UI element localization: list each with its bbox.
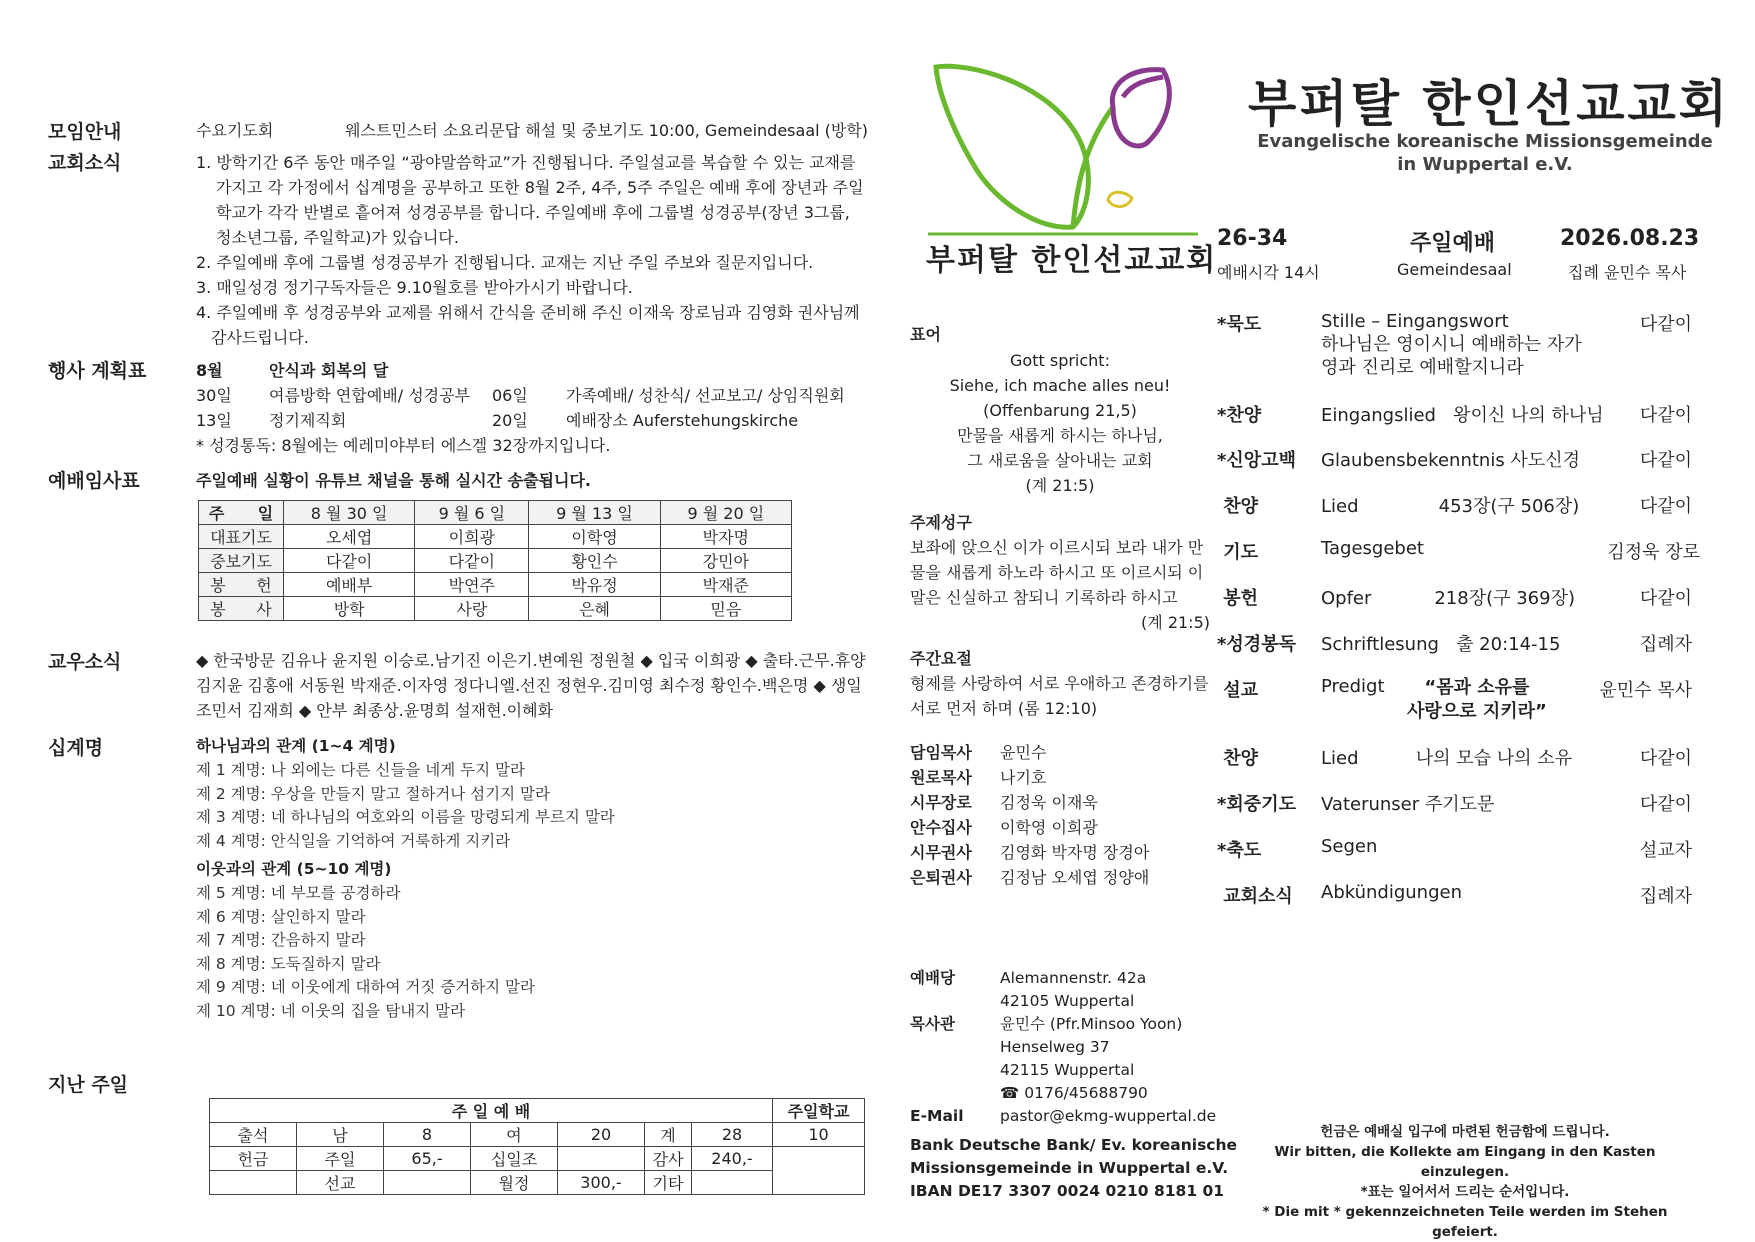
- events-note: * 성경통독: 8월에는 예레미야부터 에스겔 32장까지입니다.: [196, 436, 611, 455]
- table-row: [199, 597, 792, 621]
- news-label: 교회소식: [48, 152, 122, 174]
- table-cell: 기타: [645, 1171, 692, 1195]
- meeting-name: 수요기도회: [196, 121, 274, 140]
- table-cell: [384, 1171, 471, 1195]
- verse-line: 물을 새롭게 하노라 하시고 또 이르시되 이: [910, 563, 1204, 582]
- order-desc-line: 하나님은 영이시니 예배하는 자가: [1321, 334, 1582, 355]
- order-desc: Lied 나의 모습 나의 소유: [1321, 748, 1573, 769]
- table-row: [210, 1171, 865, 1195]
- table-cell: 65,-: [384, 1147, 471, 1171]
- order-item: 교회소식: [1217, 886, 1293, 907]
- table-cell: 믿음: [660, 597, 791, 621]
- table-cell: [692, 1171, 773, 1195]
- commandment-item: 제 1 계명: 나 외에는 다른 신들을 네게 두지 말라: [196, 761, 525, 779]
- table-cell: 9 월 20 일: [660, 501, 791, 525]
- order-item: 봉헌: [1217, 588, 1259, 609]
- table-cell: 출석: [210, 1123, 297, 1147]
- weekly-line: 형제를 사랑하여 서로 우애하고 존경하기를: [910, 674, 1209, 693]
- table-cell: 십일조: [471, 1147, 558, 1171]
- news-list: [196, 150, 864, 350]
- issue-number: 26-34: [1217, 226, 1288, 251]
- theme-verse-text: [910, 535, 1210, 635]
- table-cell: 주일학교: [773, 1099, 865, 1123]
- order-desc: [1321, 310, 1582, 379]
- order-who: 다같이: [1639, 405, 1692, 426]
- meeting-text: 웨스트민스터 소요리문답 해설 및 중보기도 10:00, Gemeindesaal (방학): [345, 121, 869, 140]
- staff-role: 안수집사: [910, 818, 972, 837]
- event-text: 여름방학 연합예배/ 성경공부: [269, 386, 471, 405]
- table-row: [199, 549, 792, 573]
- table-row: [199, 501, 792, 525]
- theme-verse-label: 주제성구: [910, 513, 972, 532]
- service-date: 2026.08.23: [1560, 226, 1700, 251]
- order-desc: Opfer 218장(구 369장): [1321, 588, 1575, 609]
- phone-line: ☎ 0176/45688790: [1000, 1084, 1148, 1102]
- green-leaf-icon: [936, 66, 1088, 227]
- events-theme: 안식과 회복의 달: [269, 361, 389, 380]
- logo-text: 부퍼탈 한인선교교회: [926, 243, 1218, 278]
- weekly-label: 주간요절: [910, 649, 972, 668]
- news-line: 감사드립니다.: [211, 328, 309, 347]
- green-stem: [1073, 107, 1113, 227]
- table-cell: 월정: [471, 1171, 558, 1195]
- table-cell: [558, 1147, 645, 1171]
- order-who: 다같이: [1639, 748, 1692, 769]
- motto-line: (계 21:5): [1025, 476, 1095, 495]
- event-date: 13일: [196, 411, 232, 430]
- purple-inner: [1123, 77, 1163, 97]
- members-line: 김지윤 김홍애 서동원 박재준.이자영 정다니엘.선진 정현우.김미영 최수정 황인수.백은명 ◆ 생일: [196, 676, 862, 695]
- staff-role: 원로목사: [910, 768, 972, 787]
- table-cell: 다같이: [284, 549, 415, 573]
- table-cell: 여: [471, 1123, 558, 1147]
- news-line: 학교가 각각 반별로 흩어져 성경공부를 합니다. 주일예배 후에 그룹별 성경공부(장년 3그룹,: [216, 203, 850, 222]
- commandment-item: 제 7 계명: 간음하지 말라: [196, 931, 366, 949]
- service-leader: 집례 윤민수 목사: [1568, 263, 1687, 282]
- table-row: [199, 573, 792, 597]
- event-date: 20일: [492, 411, 528, 430]
- motto-line: (Offenbarung 21,5): [983, 401, 1137, 420]
- order-desc: Predigt: [1321, 676, 1385, 697]
- last-week-table: [209, 1098, 865, 1195]
- order-item: *신앙고백: [1217, 450, 1296, 471]
- staff-row: [910, 840, 1149, 865]
- pastor-address-label: 목사관: [910, 1015, 955, 1033]
- table-cell: 사랑: [415, 597, 529, 621]
- address-line: 42115 Wuppertal: [1000, 1061, 1135, 1079]
- email-link[interactable]: pastor@ekmg-wuppertal.de: [1000, 1107, 1217, 1125]
- event-text: 예배장소 Auferstehungskirche: [566, 411, 799, 430]
- table-cell: 박재준: [660, 573, 791, 597]
- order-item: *성경봉독: [1217, 634, 1296, 655]
- motto-line: 만물을 새롭게 하시는 하나님,: [957, 426, 1163, 445]
- staff-role: 은퇴권사: [910, 868, 972, 887]
- seed-icon: [1108, 192, 1132, 206]
- staff-row: [910, 765, 1149, 790]
- table-cell: 남: [297, 1123, 384, 1147]
- table-cell: 주 일 예 배: [210, 1099, 773, 1123]
- verse-ref: (계 21:5): [1141, 613, 1210, 632]
- order-who: 다같이: [1639, 496, 1692, 517]
- commandments-label: 십계명: [48, 737, 104, 759]
- table-cell: 이희광: [415, 525, 529, 549]
- table-row: [199, 525, 792, 549]
- news-line: 청소년그룹, 주일학교)가 있습니다.: [216, 228, 459, 247]
- order-item: *축도: [1217, 840, 1262, 861]
- table-cell: 8 월 30 일: [284, 501, 415, 525]
- motto-line: Gott spricht:: [1010, 351, 1110, 370]
- table-cell: 강민아: [660, 549, 791, 573]
- table-cell: 9 월 6 일: [415, 501, 529, 525]
- staff-row: [910, 815, 1149, 840]
- table-cell: 다같이: [415, 549, 529, 573]
- order-who: 다같이: [1639, 314, 1692, 335]
- church-title: 부퍼탈 한인선교교회: [1248, 75, 1731, 133]
- bank-line: Bank Deutsche Bank/ Ev. koreanische: [910, 1136, 1238, 1154]
- service-place: Gemeindesaal: [1397, 260, 1512, 279]
- order-desc: Schriftlesung 출 20:14-15: [1321, 634, 1561, 655]
- order-desc: Abkündigungen: [1321, 882, 1463, 903]
- table-cell: 예배부: [284, 573, 415, 597]
- members-label: 교우소식: [48, 651, 122, 673]
- event-date: 06일: [492, 386, 528, 405]
- order-who: 집례자: [1639, 634, 1692, 655]
- order-who: 김정욱 장로: [1607, 542, 1700, 563]
- order-desc: Vaterunser 주기도문: [1321, 794, 1495, 815]
- address-line: 42105 Wuppertal: [1000, 992, 1135, 1010]
- order-item: 설교: [1217, 680, 1259, 701]
- table-cell: 선교: [297, 1171, 384, 1195]
- commandment-item: 제 4 계명: 안식일을 기억하여 거룩하게 지키라: [196, 831, 511, 850]
- news-line: 가지고 각 가정에서 십계명을 공부하고 또한 8월 2주, 4주, 5주 주일은 예배 후에 장년과 주일: [216, 178, 864, 197]
- table-cell: 은혜: [529, 597, 660, 621]
- bank-line: IBAN DE17 3307 0024 0210 8181 01: [910, 1182, 1225, 1200]
- table-cell: 박자명: [660, 525, 791, 549]
- table-cell: 박연주: [415, 573, 529, 597]
- table-cell: [210, 1171, 297, 1195]
- table-cell: 9 월 13 일: [529, 501, 660, 525]
- contact-row: [910, 1013, 1237, 1036]
- commandment-group: 하나님과의 관계 (1~4 계명): [196, 737, 396, 755]
- table-cell: 박유정: [529, 573, 660, 597]
- motto-text: [910, 348, 1210, 498]
- staff-list: [910, 740, 1149, 890]
- staff-names: 김영화 박자명 장경아: [1000, 843, 1150, 862]
- service-time: 예배시각 14시: [1217, 263, 1320, 282]
- verse-line: 보좌에 앉으신 이가 이르시되 보라 내가 만: [910, 538, 1204, 557]
- table-cell: 주 일: [199, 501, 284, 525]
- commandment-item: 제 3 계명: 네 하나님의 여호와의 이름을 망령되게 부르지 말라: [196, 808, 615, 826]
- staff-row: [910, 790, 1149, 815]
- table-cell: 방학: [284, 597, 415, 621]
- staff-row: [910, 865, 1149, 890]
- events-month: 8월: [196, 361, 223, 380]
- contact-row: [910, 967, 1237, 990]
- table-cell: 240,-: [692, 1147, 773, 1171]
- order-item: 기도: [1217, 542, 1259, 563]
- members-line: ◆ 한국방문 김유나 윤지원 이승로.남기진 이은기.변예원 정원철 ◆ 입국 이희광 ◆ 출타.근무.휴양: [196, 651, 866, 670]
- address-line: Henselweg 37: [1000, 1038, 1110, 1056]
- table-cell: 28: [692, 1123, 773, 1147]
- duty-label: 예배임사표: [48, 470, 140, 492]
- table-row: [210, 1123, 865, 1147]
- order-item: *회중기도: [1217, 794, 1296, 815]
- table-cell: 오세엽: [284, 525, 415, 549]
- news-line: 1. 방학기간 6주 동안 매주일 “광야말씀학교”가 진행됩니다. 주일설교를 복습할 수 있는 교재를: [196, 153, 856, 172]
- address-line: Alemannenstr. 42a: [1000, 969, 1147, 987]
- weekly-text: [910, 671, 1209, 721]
- order-desc: Tagesgebet: [1321, 538, 1424, 559]
- table-cell: 10: [773, 1123, 865, 1147]
- footer-note: 헌금은 예배실 입구에 마련된 헌금함에 드립니다.: [1320, 1124, 1610, 1140]
- members-line: 조민서 김재희 ◆ 안부 최종상.윤명희 설재현.이혜화: [196, 701, 554, 720]
- order-who: 다같이: [1639, 794, 1692, 815]
- church-logo: [928, 52, 1198, 242]
- table-cell: 이학영: [529, 525, 660, 549]
- event-date: 30일: [196, 386, 232, 405]
- commandment-item: 제 5 계명: 네 부모를 공경하라: [196, 884, 401, 902]
- sermon-title-line: “몸과 소유를: [1424, 677, 1530, 698]
- order-item: *찬양: [1217, 405, 1262, 426]
- staff-names: 김정욱 이재욱: [1000, 793, 1098, 812]
- table-cell: 20: [558, 1123, 645, 1147]
- duty-notice: 주일예배 실황이 유튜브 채널을 통해 실시간 송출됩니다.: [196, 471, 591, 490]
- event-text: 정기제직회: [269, 411, 347, 430]
- motto-line: 그 새로움을 살아내는 교회: [967, 451, 1153, 470]
- duty-table: [198, 500, 792, 621]
- order-who: 집례자: [1639, 886, 1692, 907]
- staff-names: 김정남 오세엽 정양애: [1000, 868, 1150, 887]
- table-cell: 8: [384, 1123, 471, 1147]
- commandment-item: 제 6 계명: 살인하지 말라: [196, 907, 366, 926]
- staff-role: 시무권사: [910, 843, 972, 862]
- news-line: 3. 매일성경 정기구독자들은 9.10월호를 받아가시기 바랍니다.: [196, 278, 633, 297]
- table-cell: [773, 1147, 865, 1195]
- commandment-item: 제 10 계명: 네 이웃의 집을 탐내지 말라: [196, 1001, 466, 1020]
- table-cell: 대표기도: [199, 525, 284, 549]
- order-who: 다같이: [1639, 450, 1692, 471]
- news-line: 2. 주일예배 후에 그룹별 성경공부가 진행됩니다. 교재는 지난 주일 주보와 질문지입니다.: [196, 253, 814, 272]
- events-label: 행사 계획표: [48, 360, 147, 382]
- table-cell: 계: [645, 1123, 692, 1147]
- sermon-title-line: 사랑으로 지키라”: [1407, 701, 1547, 722]
- commandment-group: 이웃과의 관계 (5~10 계명): [196, 860, 392, 878]
- staff-names: 윤민수: [1000, 743, 1047, 762]
- motto-line: Siehe, ich mache alles neu!: [949, 376, 1171, 395]
- motto-label: 표어: [910, 325, 941, 344]
- order-item: *묵도: [1217, 314, 1262, 335]
- staff-role: 시무장로: [910, 793, 972, 812]
- footer-note: * Die mit * gekennzeichneten Teile werden im Stehen gefeiert.: [1262, 1204, 1668, 1240]
- order-desc: Lied 453장(구 506장): [1321, 496, 1580, 517]
- bank-line: Missionsgemeinde in Wuppertal e.V.: [910, 1159, 1229, 1177]
- commandment-item: 제 9 계명: 네 이웃에게 대하여 거짓 증거하지 말라: [196, 978, 535, 996]
- order-desc: Segen: [1321, 836, 1378, 857]
- table-cell: 헌금: [210, 1147, 297, 1171]
- subtitle-line: Evangelische koreanische Missionsgemeinde: [1257, 131, 1713, 152]
- order-desc-line: Stille – Eingangswort: [1321, 311, 1509, 332]
- commandments-list: [196, 734, 615, 1023]
- table-cell: 중보기도: [199, 549, 284, 573]
- table-cell: 주일: [297, 1147, 384, 1171]
- staff-names: 나기호: [1000, 768, 1047, 787]
- order-item: 찬양: [1217, 496, 1259, 517]
- news-line: 4. 주일예배 후 성경공부와 교제를 위해서 간식을 준비해 주신 이재욱 장로님과 김영화 권사님께: [196, 303, 860, 322]
- order-item: 찬양: [1217, 748, 1259, 769]
- staff-row: [910, 740, 1149, 765]
- footer-notes: [1230, 1122, 1700, 1242]
- sermon-title: [1407, 676, 1547, 724]
- footer-note: *표는 일어서서 드리는 순서입니다.: [1360, 1184, 1570, 1200]
- order-desc: Glaubensbekenntnis 사도신경: [1321, 450, 1580, 471]
- order-who: 윤민수 목사: [1599, 680, 1692, 701]
- order-desc-line: 영과 진리로 예배할지니라: [1321, 357, 1524, 378]
- table-row: [210, 1147, 865, 1171]
- last-week-label: 지난 주일: [48, 1074, 129, 1096]
- church-subtitle: [1235, 130, 1735, 176]
- event-text: 가족예배/ 성찬식/ 선교보고/ 상임직원회: [566, 386, 845, 405]
- staff-role: 담임목사: [910, 743, 972, 762]
- members-list: [196, 648, 866, 723]
- church-address-label: 예배당: [910, 969, 955, 987]
- order-who: 다같이: [1639, 588, 1692, 609]
- table-cell: 황인수: [529, 549, 660, 573]
- table-cell: 봉 헌: [199, 573, 284, 597]
- table-row: [210, 1099, 865, 1123]
- verse-line: 말은 신실하고 참되니 기록하라 하시고: [910, 588, 1178, 607]
- service-title: 주일예배: [1410, 231, 1496, 256]
- commandment-item: 제 2 계명: 우상을 만들지 말고 절하거나 섬기지 말라: [196, 784, 550, 803]
- subtitle-line: in Wuppertal e.V.: [1397, 154, 1573, 175]
- staff-names: 이학영 이희광: [1000, 818, 1098, 837]
- contact-row: [910, 1105, 1237, 1128]
- table-cell: 봉 사: [199, 597, 284, 621]
- meeting-label: 모임안내: [48, 121, 122, 143]
- footer-note: Wir bitten, die Kollekte am Eingang in den Kasten einzulegen.: [1274, 1144, 1656, 1180]
- order-desc: Eingangslied 왕이신 나의 하나님: [1321, 405, 1604, 426]
- table-cell: 300,-: [558, 1171, 645, 1195]
- commandment-item: 제 8 계명: 도둑질하지 말라: [196, 954, 381, 973]
- weekly-line: 서로 먼저 하며 (롬 12:10): [910, 699, 1098, 718]
- table-cell: 감사: [645, 1147, 692, 1171]
- address-line: 윤민수 (Pfr.Minsoo Yoon): [1000, 1015, 1183, 1033]
- contact-block: [910, 967, 1237, 1203]
- order-who: 설교자: [1639, 840, 1692, 861]
- email-label: E-Mail: [910, 1107, 964, 1125]
